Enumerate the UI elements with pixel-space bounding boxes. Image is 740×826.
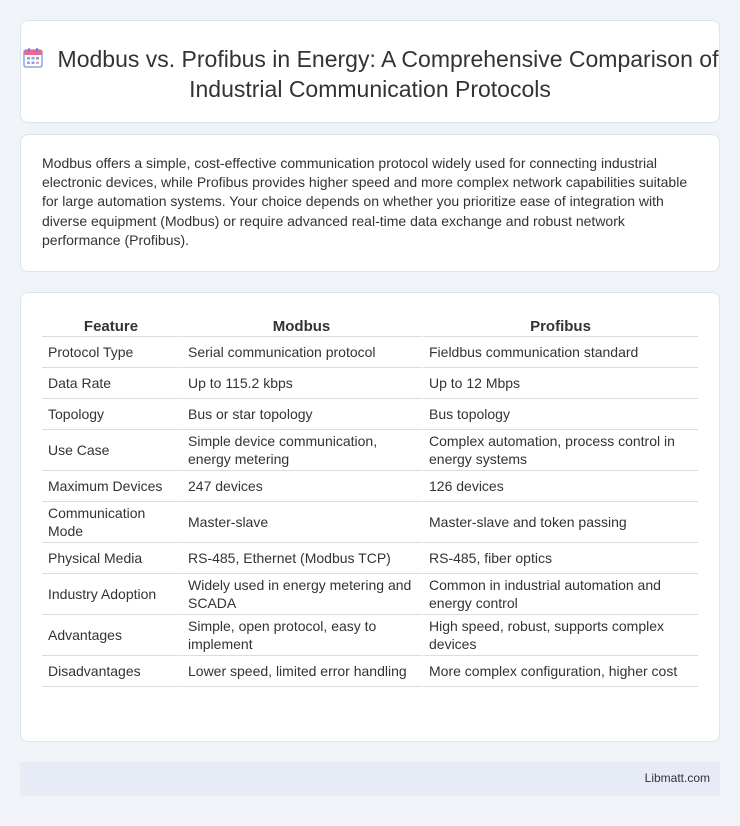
- feature-cell: Industry Adoption: [42, 574, 182, 615]
- profibus-cell: Fieldbus communication standard: [423, 337, 698, 368]
- modbus-cell: RS-485, Ethernet (Modbus TCP): [182, 543, 423, 574]
- feature-cell: Use Case: [42, 430, 182, 471]
- profibus-cell: Master-slave and token passing: [423, 502, 698, 543]
- feature-cell: Protocol Type: [42, 337, 182, 368]
- table-row: [42, 543, 698, 574]
- header-profibus: Profibus: [423, 315, 698, 337]
- profibus-cell: High speed, robust, supports complex devices: [423, 615, 698, 656]
- feature-cell: Disadvantages: [42, 656, 182, 687]
- table-row: [42, 574, 698, 615]
- modbus-cell: Lower speed, limited error handling: [182, 656, 423, 687]
- feature-cell: Communication Mode: [42, 502, 182, 543]
- summary-card: [20, 134, 720, 272]
- feature-cell: Advantages: [42, 615, 182, 656]
- modbus-cell: Bus or star topology: [182, 399, 423, 430]
- table-header-row: [42, 315, 698, 337]
- feature-cell: Physical Media: [42, 543, 182, 574]
- page-title: Modbus vs. Profibus in Energy: A Comprehensive Comparison of Industrial Communication Protocols: [57, 46, 719, 102]
- calendar-icon: [22, 47, 44, 69]
- modbus-cell: 247 devices: [182, 471, 423, 502]
- table-row: [42, 368, 698, 399]
- header-modbus: Modbus: [182, 315, 423, 337]
- summary-text: Modbus offers a simple, cost-effective communication protocol widely used for connecting industrial electronic devices, while Profibus provides higher speed and more complex network capabilities suitable for large automation systems. Your choice depends on whether you prioritize ease of integration with diverse equipment (Modbus) or require advanced real-time data exchange and robust network performance (Profibus).: [42, 155, 688, 248]
- profibus-cell: RS-485, fiber optics: [423, 543, 698, 574]
- table-row: [42, 656, 698, 687]
- table-row: [42, 430, 698, 471]
- comparison-card: [20, 292, 720, 742]
- modbus-cell: Master-slave: [182, 502, 423, 543]
- modbus-cell: Up to 115.2 kbps: [182, 368, 423, 399]
- page-title-container: [21, 44, 719, 104]
- profibus-cell: Common in industrial automation and energy control: [423, 574, 698, 615]
- header-feature: Feature: [42, 315, 182, 337]
- profibus-cell: Up to 12 Mbps: [423, 368, 698, 399]
- table-row: [42, 502, 698, 543]
- profibus-cell: More complex configuration, higher cost: [423, 656, 698, 687]
- modbus-cell: Widely used in energy metering and SCADA: [182, 574, 423, 615]
- comparison-table: [42, 315, 698, 687]
- feature-cell: Topology: [42, 399, 182, 430]
- table-row: [42, 471, 698, 502]
- footer: [20, 762, 720, 796]
- footer-brand[interactable]: Libmatt.com: [644, 771, 710, 785]
- table-row: [42, 399, 698, 430]
- feature-cell: Data Rate: [42, 368, 182, 399]
- profibus-cell: Bus topology: [423, 399, 698, 430]
- modbus-cell: Simple, open protocol, easy to implement: [182, 615, 423, 656]
- table-row: [42, 337, 698, 368]
- table-row: [42, 615, 698, 656]
- profibus-cell: 126 devices: [423, 471, 698, 502]
- title-card: [20, 20, 720, 123]
- modbus-cell: Simple device communication, energy metering: [182, 430, 423, 471]
- modbus-cell: Serial communication protocol: [182, 337, 423, 368]
- feature-cell: Maximum Devices: [42, 471, 182, 502]
- profibus-cell: Complex automation, process control in energy systems: [423, 430, 698, 471]
